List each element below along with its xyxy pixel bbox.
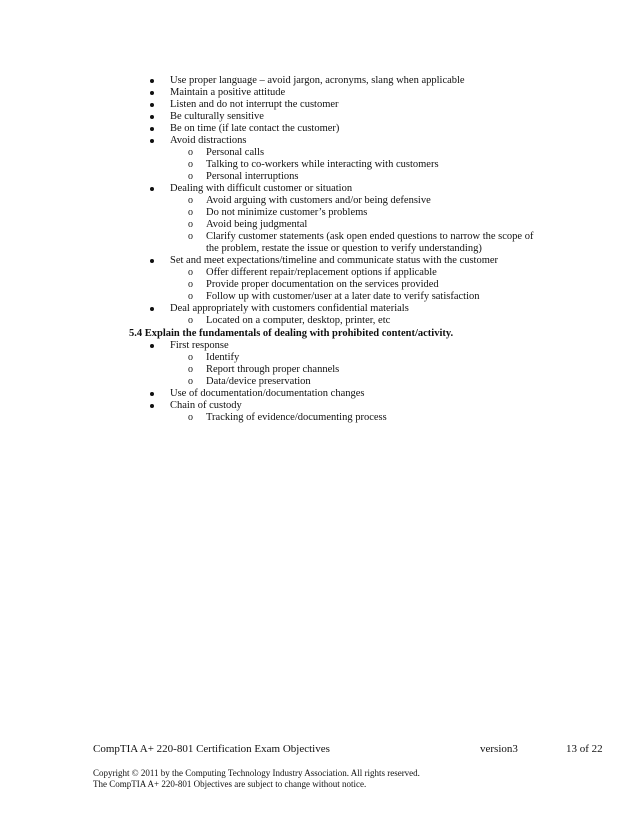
list-item: Maintain a positive attitude xyxy=(170,87,286,98)
sub-bullet-icon: o xyxy=(188,315,193,326)
bullet-icon xyxy=(150,392,154,396)
bullet-icon xyxy=(150,91,154,95)
footer-version: version3 xyxy=(480,743,518,755)
sub-list-item: Located on a computer, desktop, printer, etc xyxy=(206,315,391,326)
list-item: Be on time (if late contact the customer) xyxy=(170,123,340,134)
list-item: First response xyxy=(170,340,229,351)
bullet-icon xyxy=(150,115,154,119)
sub-list-item: Personal calls xyxy=(206,147,265,158)
sub-bullet-icon: o xyxy=(188,219,193,230)
sub-list-item: Avoid arguing with customers and/or being defensive xyxy=(206,195,431,206)
list-item: Avoid distractions xyxy=(170,135,247,146)
sub-bullet-icon: o xyxy=(188,159,193,170)
sub-list-item: Talking to co-workers while interacting with customers xyxy=(206,159,439,170)
sub-bullet-icon: o xyxy=(188,267,193,278)
footer-page-number: 13 of 22 xyxy=(566,743,603,755)
bullet-icon xyxy=(150,79,154,83)
sub-list-item: Do not minimize customer’s problems xyxy=(206,207,368,218)
sub-list-item: Tracking of evidence/documenting process xyxy=(206,412,387,423)
sub-bullet-icon: o xyxy=(188,376,193,387)
list-item: Dealing with difficult customer or situation xyxy=(170,183,353,194)
sub-list-item: Provide proper documentation on the services provided xyxy=(206,279,439,290)
bullet-icon xyxy=(150,187,154,191)
bullet-icon xyxy=(150,259,154,263)
bullet-icon xyxy=(150,307,154,311)
sub-list-item: Report through proper channels xyxy=(206,364,340,375)
list-item: Use of documentation/documentation changes xyxy=(170,388,365,399)
list-item: Use proper language – avoid jargon, acronyms, slang when applicable xyxy=(170,75,465,86)
list-item: Set and meet expectations/timeline and communicate status with the customer xyxy=(170,255,499,266)
bullet-icon xyxy=(150,344,154,348)
footer-copyright: Copyright © 2011 by the Computing Technology Industry Association. All rights reserved. xyxy=(93,768,420,778)
sub-bullet-icon: o xyxy=(188,207,193,218)
list-item: Chain of custody xyxy=(170,400,242,411)
sub-bullet-icon: o xyxy=(188,352,193,363)
sub-list-item: Personal interruptions xyxy=(206,171,299,182)
sub-bullet-icon: o xyxy=(188,412,193,423)
bullet-icon xyxy=(150,404,154,408)
bullet-icon xyxy=(150,127,154,131)
section-heading: 5.4 Explain the fundamentals of dealing with prohibited content/activity. xyxy=(129,328,454,339)
sub-bullet-icon: o xyxy=(188,147,193,158)
list-item: Be culturally sensitive xyxy=(170,111,264,122)
sub-bullet-icon: o xyxy=(188,291,193,302)
sub-bullet-icon: o xyxy=(188,195,193,206)
footer-notice: The CompTIA A+ 220-801 Objectives are subject to change without notice. xyxy=(93,779,367,789)
sub-bullet-icon: o xyxy=(188,231,193,242)
bullet-icon xyxy=(150,139,154,143)
sub-bullet-icon: o xyxy=(188,279,193,290)
sub-bullet-icon: o xyxy=(188,171,193,182)
sub-list-item-continuation: the problem, restate the issue or question to verify understanding) xyxy=(206,243,482,254)
sub-list-item: Data/device preservation xyxy=(206,376,311,387)
sub-bullet-icon: o xyxy=(188,364,193,375)
footer-title: CompTIA A+ 220-801 Certification Exam Objectives xyxy=(93,743,330,755)
sub-list-item: Offer different repair/replacement options if applicable xyxy=(206,267,437,278)
list-item: Deal appropriately with customers confidential materials xyxy=(170,303,409,314)
sub-list-item: Avoid being judgmental xyxy=(206,219,308,230)
list-item: Listen and do not interrupt the customer xyxy=(170,99,339,110)
sub-list-item: Identify xyxy=(206,352,240,363)
sub-list-item: Follow up with customer/user at a later date to verify satisfaction xyxy=(206,291,480,302)
bullet-icon xyxy=(150,103,154,107)
sub-list-item: Clarify customer statements (ask open ended questions to narrow the scope of xyxy=(206,231,534,242)
